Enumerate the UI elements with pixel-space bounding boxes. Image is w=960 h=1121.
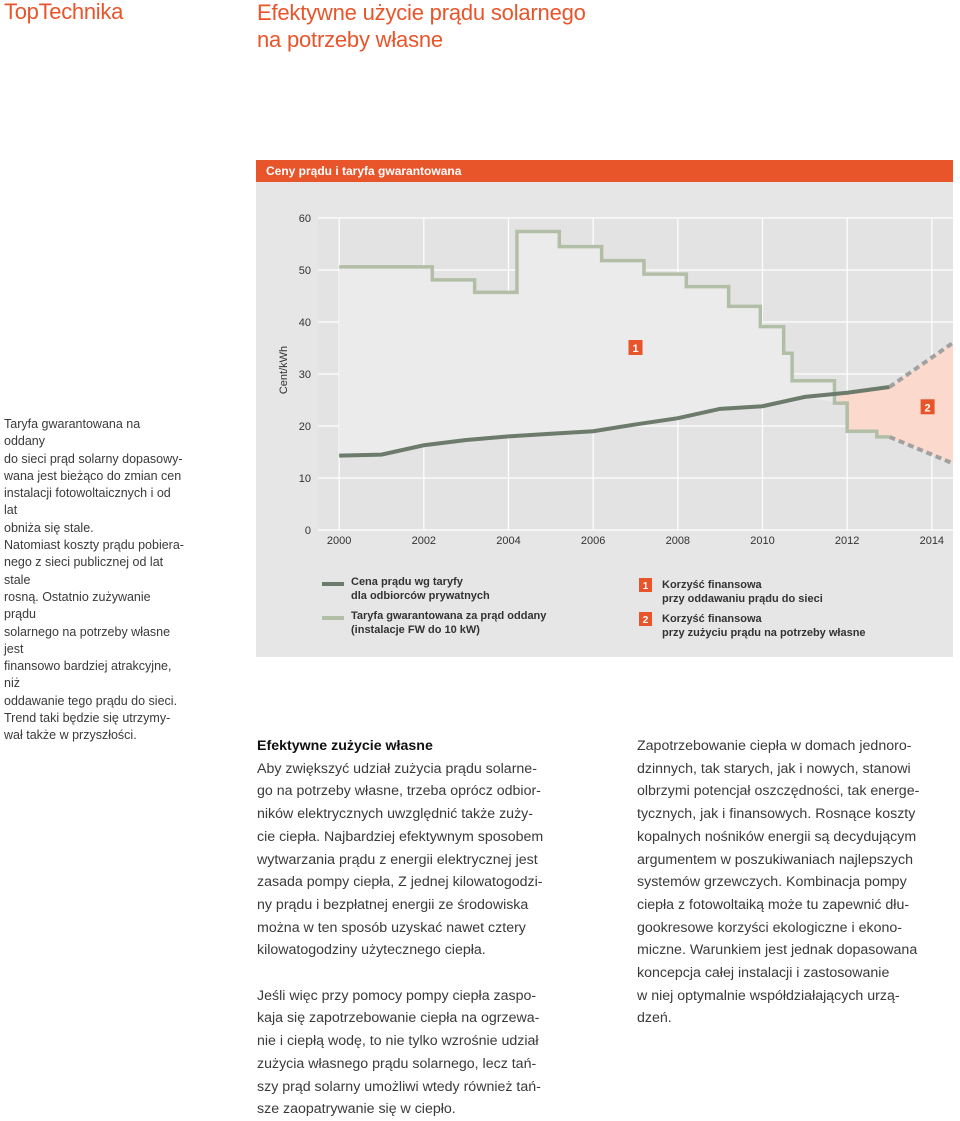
article-paragraph-2 — [257, 985, 577, 1121]
sidebar-note-line: instalacji fotowoltaicznych i od lat — [4, 486, 171, 518]
article-line: systemów grzewczych. Kombinacja pompy — [637, 874, 907, 891]
legend-label: Taryfa gwarantowana za prąd oddany — [351, 610, 547, 622]
brand-name: TopTechnika — [4, 0, 123, 24]
legend-label: dla odbiorców prywatnych — [351, 590, 490, 602]
article-column-right — [637, 735, 952, 1030]
article-heading: Efektywne zużycie własne — [257, 738, 433, 754]
x-tick-label: 2008 — [665, 535, 691, 547]
article-line: zasada pompy ciepła, Z jednej kilowatogodzi- — [257, 874, 543, 891]
legend-label: przy zużyciu prądu na potrzeby własne — [662, 627, 866, 639]
article-line: ny prądu i bezpłatnej energii ze środowiska — [257, 896, 529, 913]
x-tick-label: 2014 — [919, 535, 945, 547]
article-line: kilowatogodziny użytecznego ciepła. — [257, 942, 486, 959]
sidebar-note-line: Trend taki będzie się utrzymy- — [4, 711, 171, 726]
sidebar-note-line: do sieci prąd solarny dopasowy- — [4, 451, 183, 466]
article-line: Aby zwiększyć udział zużycia prądu solarne- — [257, 760, 537, 777]
y-tick-label: 60 — [298, 213, 311, 225]
article-line: sze zaopatrywanie się w ciepło. — [257, 1101, 456, 1118]
article-line: olbrzymi potencjał oszczędności, tak energe- — [637, 783, 920, 800]
article-line: zużycia własnego prądu solarnego, lecz tań- — [257, 1055, 537, 1072]
article-line: miczne. Warunkiem jest jednak dopasowana — [637, 942, 918, 959]
article-line: ciepła z fotowoltaiką może tu zapewnić dłu- — [637, 896, 910, 913]
x-tick-label: 2000 — [326, 535, 352, 547]
article-line: Zapotrzebowanie ciepła w domach jednoro- — [637, 738, 912, 754]
sidebar-note-line: obniża się stale. — [4, 520, 94, 535]
article-line: wytwarzania prądu z energii elektrycznej jest — [257, 851, 538, 868]
article-line: kopalnych nośników energii są decydującym — [637, 828, 917, 845]
article-line: Jeśli więc przy pomocy pompy ciepła zaspo- — [257, 987, 537, 1004]
page-title — [257, 0, 677, 53]
legend-label: Korzyść finansowa — [662, 579, 762, 591]
legend-badge-label: 2 — [642, 615, 649, 626]
article-line: argumentem w poszukiwaniach najlepszych — [637, 851, 914, 868]
article-line: dzinnych, tak starych, jak i nowych, stanowi — [637, 760, 911, 777]
article-line: nie i ciepłą wodę, to nie tylko wzrośnie udział — [257, 1033, 539, 1050]
article-line: go na potrzeby własne, trzeba oprócz odbior- — [257, 783, 541, 800]
article-line: ników elektrycznych uwzględnić także zuży- — [257, 806, 533, 823]
article-line: gookresowe korzyści ekologiczne i ekono- — [637, 919, 902, 936]
y-tick-label: 0 — [304, 525, 311, 537]
article-line: w niej optymalnie współdziałających urzą- — [637, 987, 900, 1004]
page-title-line-1: Efektywne użycie prądu solarnego — [257, 0, 586, 25]
legend-label: Korzyść finansowa — [662, 613, 762, 625]
x-tick-label: 2006 — [580, 535, 606, 547]
sidebar-note-line: solarnego na potrzeby własne jest — [4, 624, 171, 656]
price-chart — [256, 160, 953, 657]
x-tick-label: 2002 — [411, 535, 437, 547]
article-line: cie ciepła. Najbardziej efektywnym sposobem — [257, 828, 544, 845]
legend-badge-label: 1 — [642, 581, 649, 592]
article-column-left — [257, 735, 577, 1121]
chart-title: Ceny prądu i taryfa gwarantowana — [256, 160, 953, 182]
x-tick-label: 2004 — [496, 535, 521, 547]
sidebar-note-line: wał także w przyszłości. — [4, 728, 137, 743]
annotation-label: 1 — [632, 343, 639, 355]
page-title-line-2: na potrzeby własne — [257, 27, 443, 52]
article-line: kaja się zapotrzebowanie ciepła na ogrzewa- — [257, 1010, 540, 1027]
y-tick-label: 40 — [298, 317, 311, 329]
y-tick-label: 10 — [298, 473, 311, 485]
legend-label: (instalacje FW do 10 kW) — [351, 624, 480, 636]
legend-label: przy oddawaniu prądu do sieci — [662, 593, 823, 605]
article-line: tycznych, jak i finansowych. Rosnące koszty — [637, 806, 916, 823]
sidebar-note-line: wana jest bieżąco do zmian cen — [4, 468, 182, 483]
sidebar-note-line: Taryfa gwarantowana na oddany — [4, 417, 141, 449]
sidebar-note-line: rosną. Ostatnio zużywanie prądu — [4, 589, 151, 622]
sidebar-note-line: finansowo bardziej atrakcyjne, niż — [4, 659, 172, 691]
article-paragraph-3 — [637, 735, 952, 1030]
y-tick-label: 20 — [298, 421, 311, 433]
article-line: dzeń. — [637, 1010, 672, 1027]
annotation-label: 2 — [924, 402, 931, 415]
y-tick-label: 30 — [298, 369, 311, 381]
article-paragraph-1 — [257, 758, 577, 962]
article-line: szy prąd solarny umożliwi wtedy również tań- — [257, 1078, 541, 1095]
sidebar-note-line: oddawanie tego prądu do sieci. — [4, 693, 178, 708]
x-tick-label: 2012 — [834, 535, 860, 547]
y-tick-label: 50 — [298, 265, 311, 277]
sidebar-note-line: Natomiast koszty prądu pobiera- — [4, 538, 184, 553]
sidebar-note — [4, 416, 184, 745]
chart-panel — [256, 160, 953, 657]
y-axis-label: Cent/kWh — [278, 345, 290, 395]
sidebar-note-line: nego z sieci publicznej od lat stale — [4, 555, 164, 587]
legend-label: Cena prądu wg taryfy — [351, 576, 463, 588]
x-tick-label: 2010 — [750, 535, 775, 547]
article-line: koncepcja całej instalacji i zastosowanie — [637, 965, 890, 982]
article-line: można w ten sposób uzyskać nawet cztery — [257, 919, 526, 936]
